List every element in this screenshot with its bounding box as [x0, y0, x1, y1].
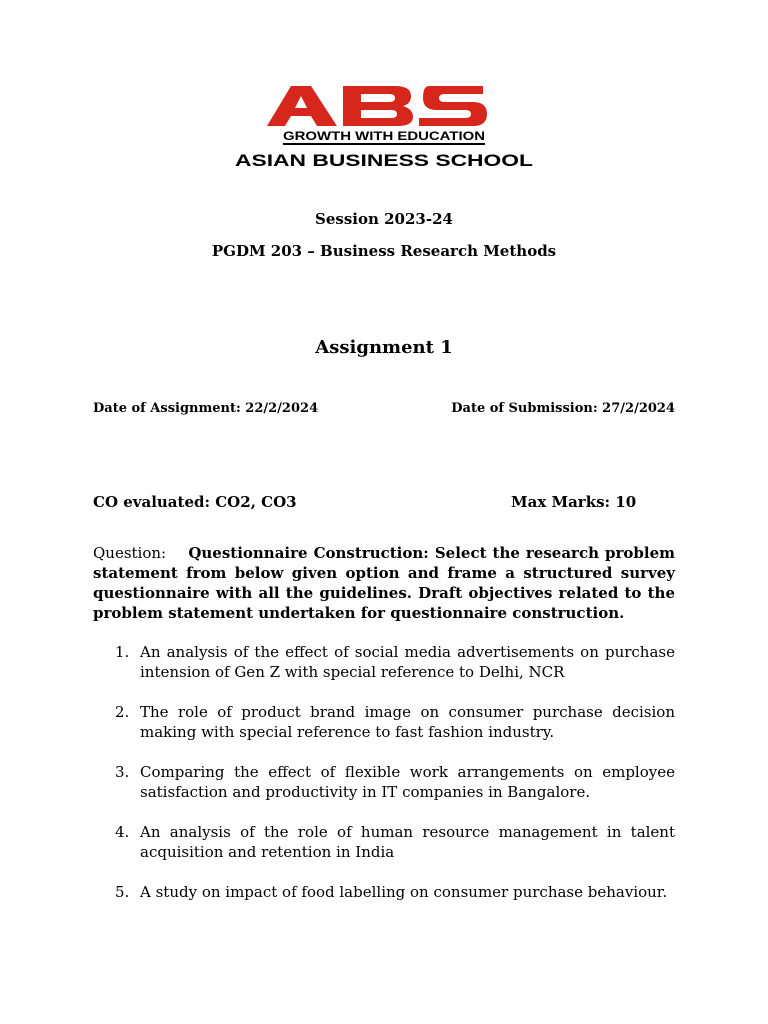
list-item — [93, 642, 675, 682]
abs-logo — [233, 86, 535, 172]
question-block — [93, 543, 675, 623]
date-of-submission: Date of Submission: 27/2/2024 — [451, 401, 675, 416]
list-item — [93, 882, 675, 902]
list-item-number: 1. — [115, 643, 130, 661]
co-evaluated: CO evaluated: CO2, CO3 — [93, 493, 297, 511]
list-item — [93, 762, 675, 802]
school-name: ASIAN BUSINESS SCHOOL — [235, 151, 533, 170]
max-marks: Max Marks: 10 — [511, 493, 637, 511]
list-item-number: 2. — [115, 703, 130, 721]
list-item — [93, 702, 675, 742]
list-item-number: 3. — [115, 763, 130, 781]
assignment-title: Assignment 1 — [315, 337, 453, 358]
list-item-number: 5. — [115, 883, 130, 901]
list-item-text: An analysis of the effect of social media advertisements on purchase intension of Gen Z with special reference to Delhi, NCR — [140, 643, 675, 681]
date-of-assignment: Date of Assignment: 22/2/2024 — [93, 401, 319, 416]
co-row — [93, 493, 675, 511]
session-label: Session 2023-24 — [315, 210, 453, 228]
logo-tagline: GROWTH WITH EDUCATION — [283, 129, 485, 143]
dates-row — [93, 401, 675, 416]
list-item-text: A study on impact of food labelling on consumer purchase behaviour. — [140, 883, 668, 901]
course-title: PGDM 203 – Business Research Methods — [211, 242, 557, 260]
list-item-text: An analysis of the role of human resource management in talent acquisition and retention in India — [140, 823, 675, 861]
list-item-text: The role of product brand image on consumer purchase decision making with special reference to fast fashion industry. — [140, 703, 675, 741]
problem-statement-list — [93, 642, 675, 922]
list-item-number: 4. — [115, 823, 130, 841]
question-label: Question: — [93, 544, 167, 562]
question-text: Questionnaire Construction: Select the research problem statement from below given option and frame a structured survey questionnaire with all the guidelines. Draft objectives related to the problem statement undertaken for questionnaire construction. — [93, 544, 675, 622]
list-item-text: Comparing the effect of flexible work arrangements on employee satisfaction and productivity in IT companies in Bangalore. — [140, 763, 675, 801]
list-item — [93, 822, 675, 862]
